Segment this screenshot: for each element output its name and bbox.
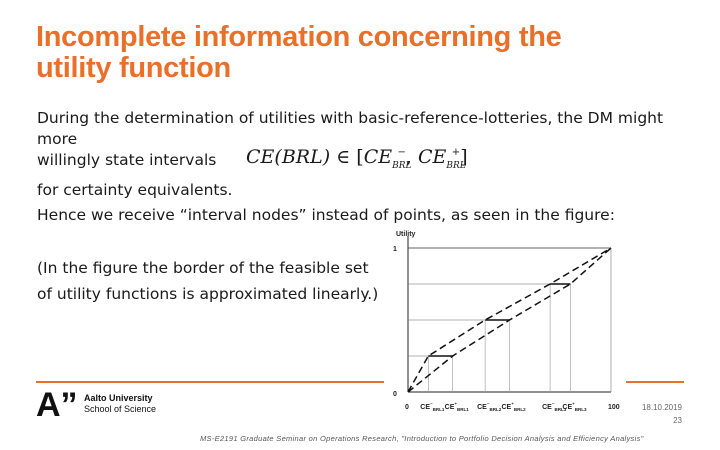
bullet-2: Hence we receive “interval nodes” instead of points, as seen in the figure: bbox=[37, 206, 615, 224]
utility-interval-chart bbox=[355, 222, 665, 422]
note-line-1: (In the figure the border of the feasible set bbox=[37, 259, 369, 277]
formula-upper-base: CE bbox=[418, 146, 447, 168]
formula-lower-base: CE bbox=[363, 146, 393, 168]
slide-title bbox=[36, 22, 696, 84]
x-tick-label: 0 bbox=[405, 404, 409, 411]
university-name: Aalto University bbox=[84, 393, 153, 403]
formula-lower-sub: BRL bbox=[392, 161, 412, 171]
course-footer: MS-E2191 Graduate Seminar on Operations Research, "Introduction to Portfolio Decision Analysis and Efficiency Analysis" bbox=[200, 434, 644, 443]
x-tick-label: 100 bbox=[608, 404, 620, 411]
x-tick-label: $CE^{^-}_{BRL2}$ bbox=[477, 402, 502, 412]
title-line-1: Incomplete information concerning the bbox=[36, 21, 562, 53]
x-tick-label: $CE^{^-}_{BRL3}$ bbox=[542, 402, 567, 412]
x-tick-label: $CE^{^+}_{BRL2}$ bbox=[501, 402, 526, 412]
bullet-1-line-3: for certainty equivalents. bbox=[37, 181, 233, 199]
formula-upper-sub: BRL bbox=[446, 161, 466, 171]
x-tick-label: $CE^{^-}_{BRL1}$ bbox=[420, 402, 445, 412]
x-tick-label: $CE^{^+}_{BRL3}$ bbox=[562, 402, 587, 412]
formula-lhs: CE(BRL) bbox=[246, 146, 331, 168]
formula-close-bracket: ] bbox=[460, 146, 468, 168]
footer-divider-left bbox=[36, 381, 384, 383]
aalto-logo: A” bbox=[36, 386, 78, 424]
x-tick-label: $CE^{^+}_{BRL1}$ bbox=[444, 402, 469, 412]
title-line-2: utility function bbox=[36, 52, 231, 84]
bullet-1-line-1: During the determination of utilities with basic-reference-lotteries, the DM might more bbox=[37, 109, 664, 148]
footer-divider-right bbox=[626, 381, 684, 383]
y-axis-label: Utility bbox=[396, 231, 416, 238]
formula-open-bracket: [ bbox=[356, 146, 364, 168]
interval-formula bbox=[246, 146, 468, 171]
bullet-1-line-2: willingly state intervals bbox=[37, 151, 217, 169]
y-tick-label: 0 bbox=[393, 391, 397, 398]
page-number: 23 bbox=[673, 416, 682, 425]
note-line-2: of utility functions is approximated linearly.) bbox=[37, 285, 379, 303]
formula-upper-sup: + bbox=[451, 147, 461, 158]
formula-lower-sup: − bbox=[397, 147, 406, 158]
y-tick-label: 1 bbox=[393, 246, 397, 253]
formula-element-of: ∈ bbox=[336, 146, 351, 168]
slide-date: 18.10.2019 bbox=[641, 403, 682, 412]
formula-comma: , bbox=[405, 146, 412, 168]
logo-text bbox=[84, 393, 156, 415]
school-name: School of Science bbox=[84, 404, 157, 414]
